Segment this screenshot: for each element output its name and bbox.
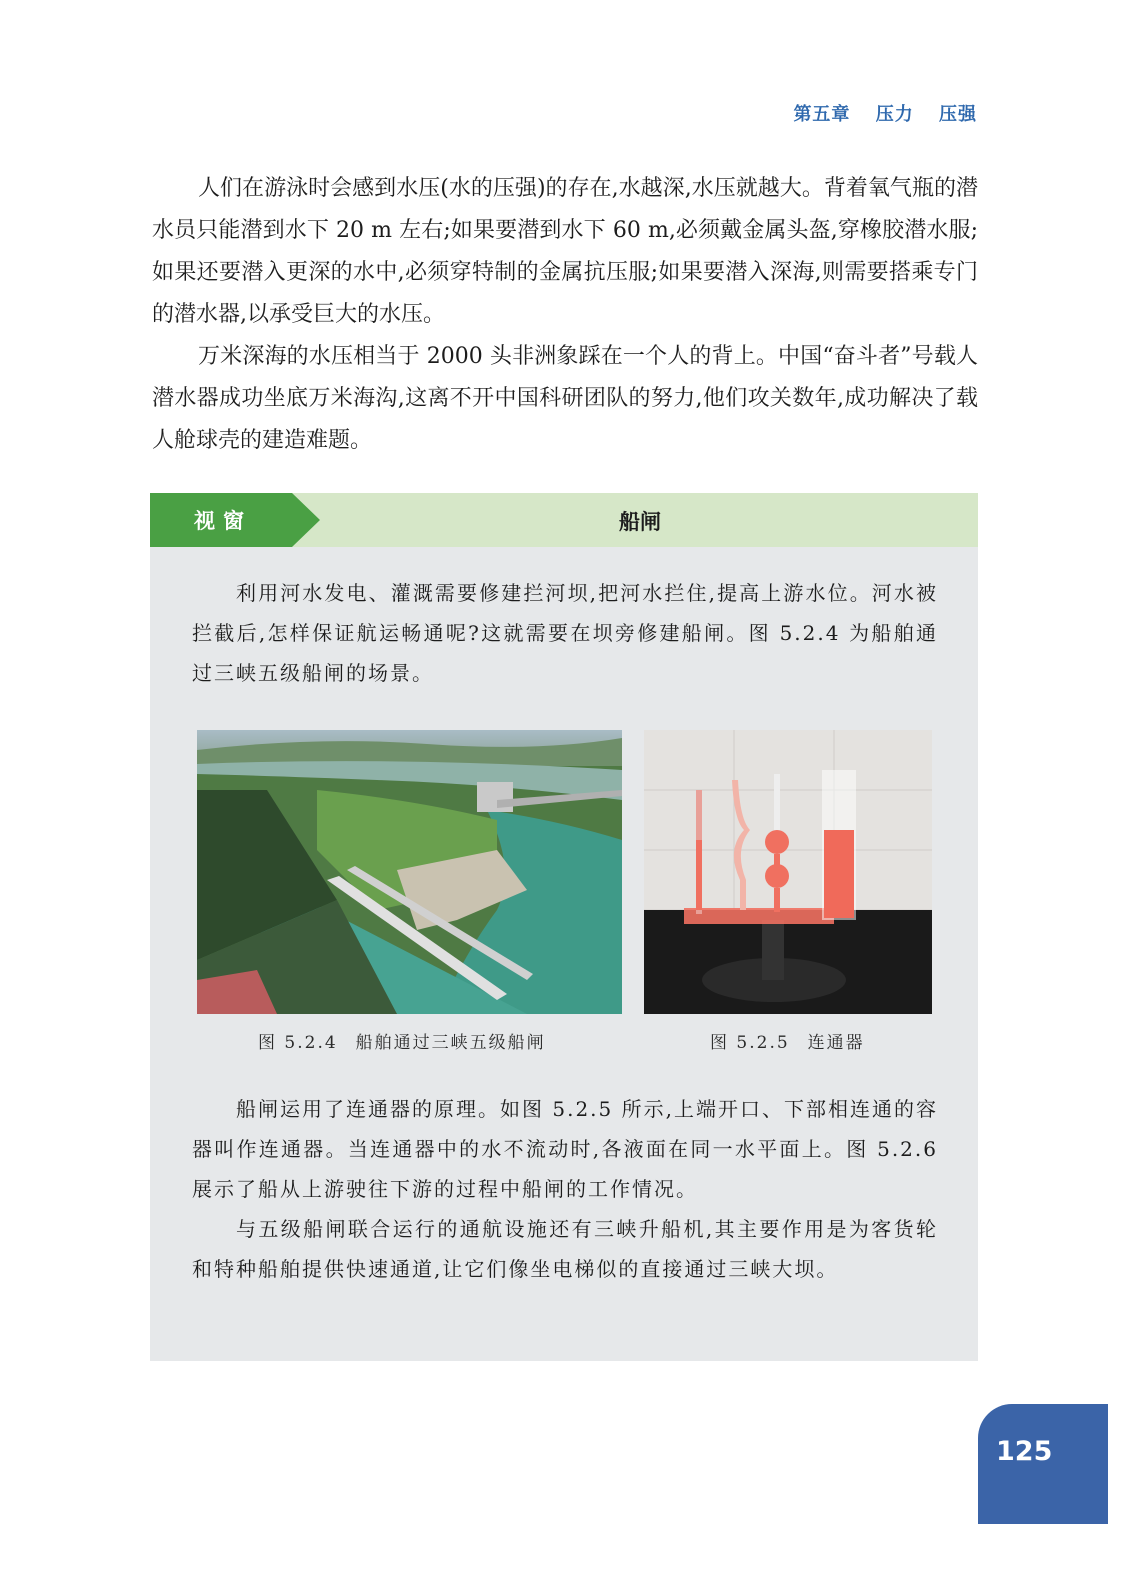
body-paragraph-2: 万米深海的水压相当于 2000 头非洲象踩在一个人的背上。中国“奋斗者”号载人潜水器成功坐底万米海沟,这离不开中国科研团队的努力,他们攻关数年,成功解决了载人舱球壳的建造难题。	[152, 344, 978, 453]
figure-caption-1	[258, 1028, 546, 1053]
sidebox-header	[150, 493, 978, 547]
sidebox-paragraph-3: 与五级船闸联合运行的通航设施还有三峡升船机,其主要作用是为客货轮和特种船舶提供快速通道,让它们像坐电梯似的直接通过三峡大坝。	[192, 1217, 938, 1281]
page-number-tab	[978, 1404, 1108, 1524]
body-paragraph-1: 人们在游泳时会感到水压(水的压强)的存在,水越深,水压就越大。背着氧气瓶的潜水员只能潜到水下 20 m 左右;如果要潜到水下 60 m,必须戴金属头盔,穿橡胶潜水服;如果还要潜入更深的水中,必须穿特制的金属抗压服;如果要潜入深海,则需要搭乘专门的潜水器,以承受巨大的水压。	[152, 176, 978, 327]
sidebox-paragraph-2: 船闸运用了连通器的原理。如图 5.2.5 所示,上端开口、下部相连通的容器叫作连通器。当连通器中的水不流动时,各液面在同一水平面上。图 5.2.6 展示了船从上游驶往下游的过程中船闸的工作情况。	[192, 1097, 938, 1201]
sidebox-title: 船闸	[619, 510, 661, 534]
sidebox-tag-label: 视窗	[194, 509, 252, 533]
figure-number-2: 图 5.2.5	[710, 1033, 790, 1053]
chapter-number: 第五章	[793, 104, 851, 125]
three-gorges-ship-lock-photo	[197, 730, 622, 1014]
connected-vessels-photo	[644, 730, 932, 1014]
sidebox-paragraph-1: 利用河水发电、灌溉需要修建拦河坝,把河水拦住,提高上游水位。河水被拦截后,怎样保证航运畅通呢?这就需要在坝旁修建船闸。图 5.2.4 为船舶通过三峡五级船闸的场景。	[192, 581, 938, 685]
figure-caption-2	[710, 1028, 865, 1053]
sidebox-tag	[150, 493, 320, 547]
chapter-topic-2: 压强	[939, 104, 977, 125]
page-number: 125	[996, 1436, 1053, 1467]
figure-number-1: 图 5.2.4	[258, 1033, 338, 1053]
chapter-header	[793, 100, 977, 126]
figure-text-1: 船舶通过三峡五级船闸	[355, 1033, 546, 1053]
window-sidebox	[150, 493, 978, 1361]
figure-text-2: 连通器	[807, 1033, 865, 1053]
chapter-topic-1: 压力	[875, 104, 914, 125]
